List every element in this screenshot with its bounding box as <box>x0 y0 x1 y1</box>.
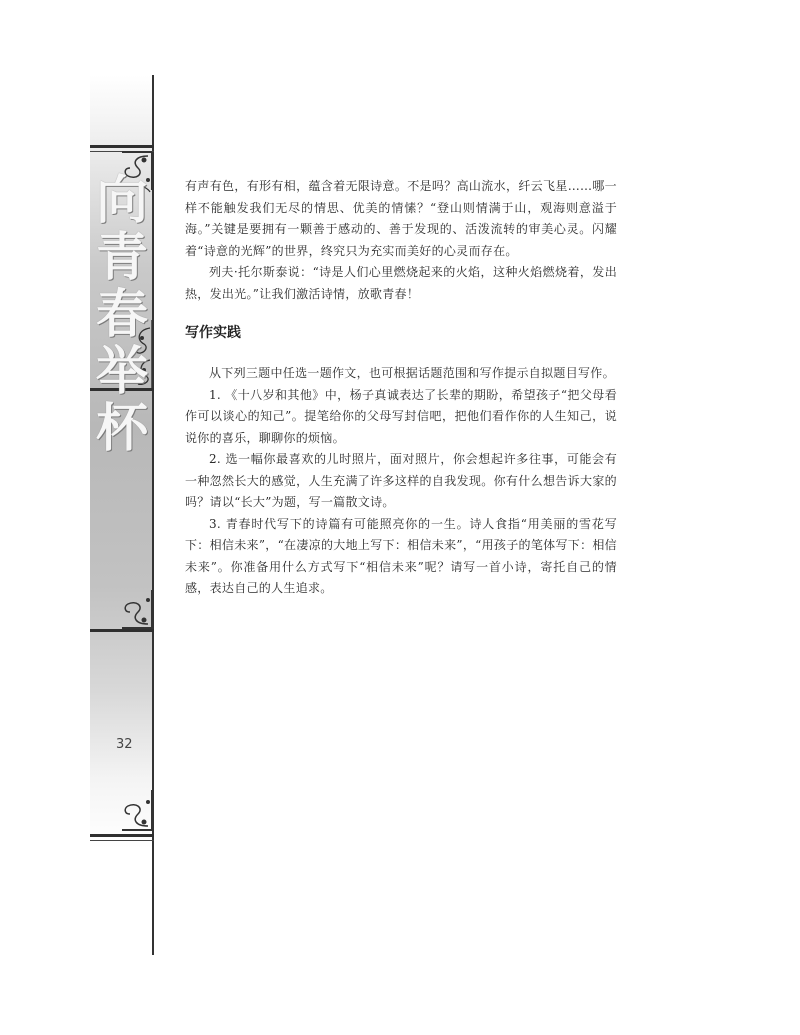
page-number: 32 <box>116 737 133 752</box>
bottom-ornament-rule <box>90 834 154 837</box>
bottom-corner-ornament-icon <box>118 790 154 834</box>
lower-mid-ornament-icon <box>118 590 154 630</box>
writing-practice-section <box>185 363 617 600</box>
body-text <box>185 176 617 305</box>
body-paragraph-1: 有声有色，有形有相，蕴含着无限诗意。不是吗？高山流水，纤云飞星……哪一样不能触发我们无尽的情思、优美的情愫？“登山则情满于山，观海则意溢于海。”关键是要拥有一颗善于感动的、善于发现的、活泼流转的审美心灵。闪耀着“诗意的光辉”的世界，终究只为充实而美好的心灵而存在。 <box>185 179 617 258</box>
body-paragraph-2: 列夫·托尔斯泰说：“诗是人们心里燃烧起来的火焰，这种火焰燃烧着，发出热，发出光。”让我们激活诗情，放歌青春！ <box>185 265 617 301</box>
list-item-1: 1. 《十八岁和其他》中，杨子真诚表达了长辈的期盼，希望孩子“把父母看作可以谈心的知己”。提笔给你的父母写封信吧，把他们看作你的人生知己，说说你的喜乐，聊聊你的烦恼。 <box>185 387 617 445</box>
sidebar-title: 向青春举杯 <box>95 170 148 459</box>
list-item-3: 3. 青春时代写下的诗篇有可能照亮你的一生。诗人食指“用美丽的雪花写下：相信未来”，“在凄凉的大地上写下：相信未来”，“用孩子的笔体写下：相信未来”。你准备用什么方式写下“相信未来”呢？请写一首小诗，寄托自己的情感，表达自己的人生追求。 <box>185 516 617 595</box>
lower-mid-ornament-rule <box>90 629 154 632</box>
section-intro: 从下列三题中任选一题作文，也可根据话题范围和写作提示自拟题目写作。 <box>209 366 615 380</box>
section-heading: 写作实践 <box>185 325 241 341</box>
bottom-ornament-rule-thin <box>90 840 154 841</box>
top-ornament-rule <box>90 145 154 148</box>
list-item-2: 2. 选一幅你最喜欢的儿时照片，面对照片，你会想起许多往事，可能会有一种忽然长大的感觉，人生充满了许多这样的自我发现。你有什么想告诉大家的吗？请以“长大”为题，写一篇散文诗。 <box>185 452 617 509</box>
